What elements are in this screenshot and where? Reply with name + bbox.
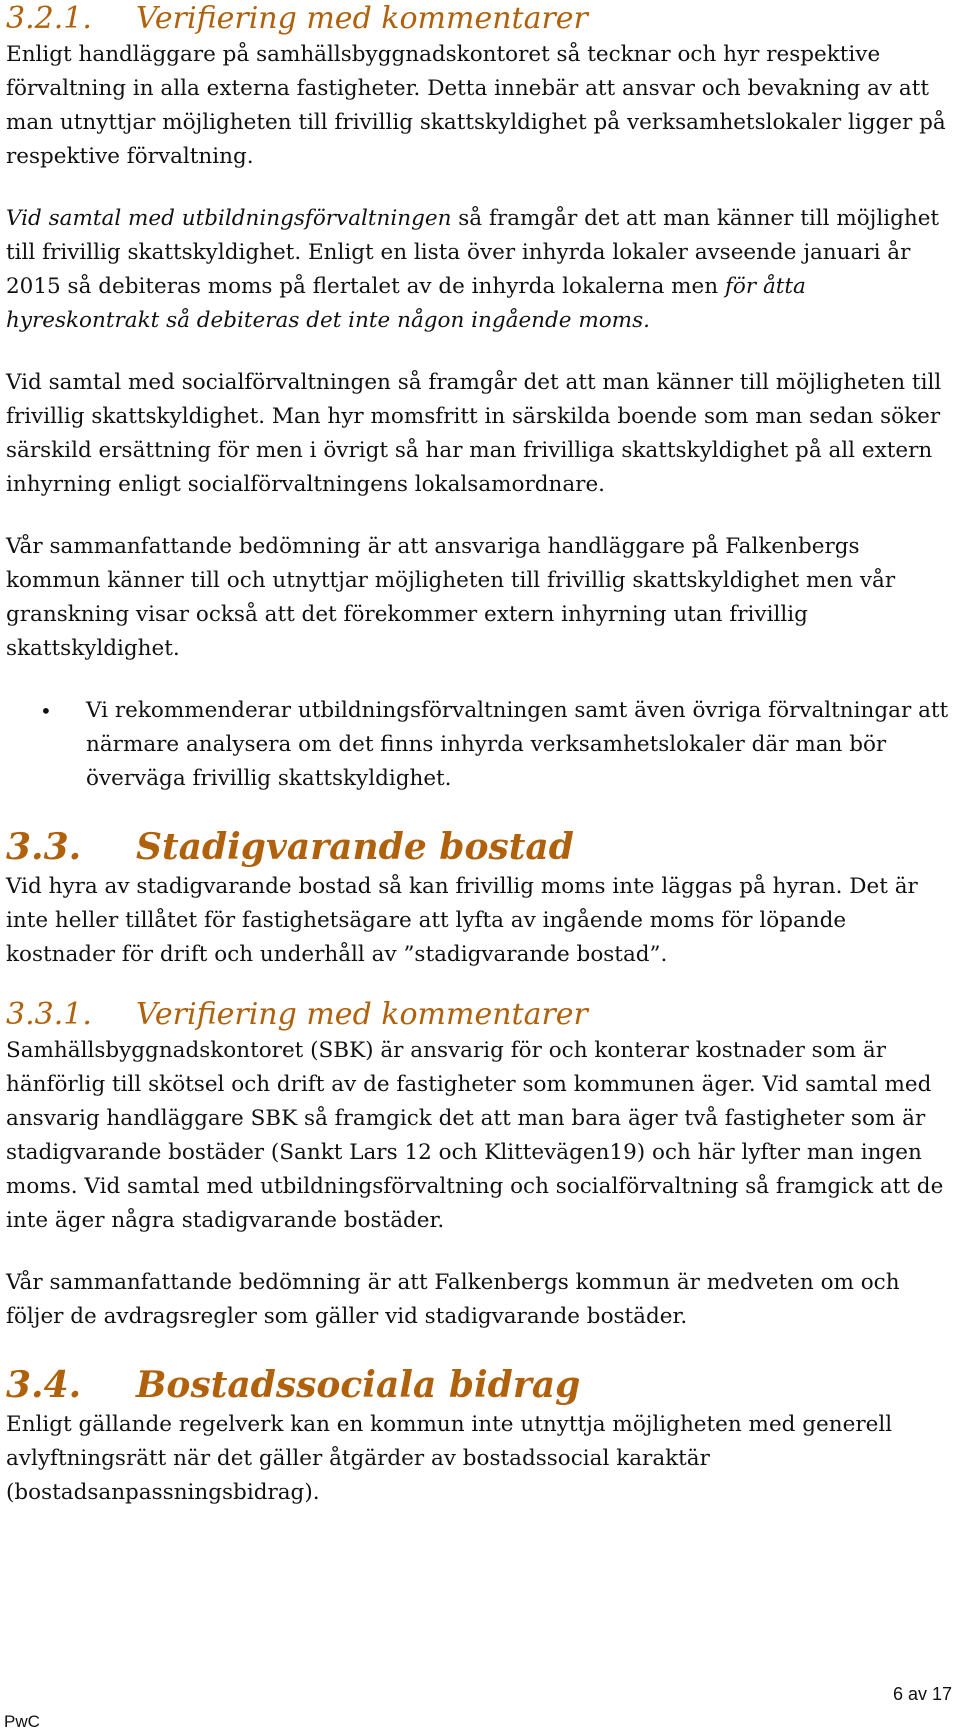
section-heading-3-4	[6, 1362, 954, 1408]
section-number: 3.4.	[6, 1364, 82, 1406]
bullet-icon: •	[40, 699, 52, 723]
section-number: 3.3.	[6, 826, 82, 868]
section-number: 3.2.1.	[6, 1, 92, 36]
bullet-text: Vi rekommenderar utbildningsförvaltningen samt även övriga förvaltningar att närmare analysera om det finns inhyrda verksamhetslokaler där man bör överväga frivillig skattskyldighet.	[86, 698, 949, 791]
section-number: 3.3.1.	[6, 997, 92, 1032]
section-heading-3-2-1	[6, 0, 954, 38]
section-title: Verifiering med kommentarer	[136, 1, 588, 36]
italic-text: Vid samtal med utbildningsförvaltningen	[6, 206, 452, 231]
paragraph	[6, 202, 954, 338]
section-title: Verifiering med kommentarer	[136, 997, 588, 1032]
paragraph: Enligt gällande regelverk kan en kommun inte utnyttja möjligheten med generell avlyftningsrätt när det gäller åtgärder av bostadssocial karaktär (bostadsanpassningsbidrag).	[6, 1412, 893, 1505]
footer-brand: PwC	[4, 1712, 40, 1731]
section-title: Bostadssociala bidrag	[136, 1364, 581, 1406]
page-footer	[0, 1680, 960, 1735]
paragraph: Vår sammanfattande bedömning är att ansvariga handläggare på Falkenbergs kommun känner till och utnyttjar möjligheten till frivillig skattskyldighet men vår granskning visar också att det förekommer extern inhyrning utan frivillig skattskyldighet.	[6, 534, 896, 661]
section-title: Stadigvarande bostad	[136, 826, 574, 868]
paragraph: Vid samtal med socialförvaltningen så framgår det att man känner till möjligheten till frivillig skattskyldighet. Man hyr momsfritt in särskilda boende som man sedan söker särskild ersättning för men i övrigt så har man frivilliga skattskyldighet på all extern inhyrning enligt socialförvaltningens lokalsamordnare.	[6, 370, 942, 497]
page-number: 6 av 17	[892, 1684, 952, 1704]
paragraph: Vår sammanfattande bedömning är att Falkenbergs kommun är medveten om och följer de avdragsregler som gäller vid stadigvarande bostäder.	[6, 1270, 900, 1329]
document-page	[6, 0, 954, 1510]
italic-text: för åtta hyreskontrakt så debiteras det inte någon ingående moms.	[6, 274, 806, 333]
paragraph: Vid hyra av stadigvarande bostad så kan frivillig moms inte läggas på hyran. Det är inte heller tillåtet för fastighetsägare att lyfta av ingående moms för löpande kostnader för drift och underhåll av ”stadigvarande bostad”.	[6, 874, 918, 967]
bullet-item	[6, 694, 954, 796]
section-heading-3-3-1	[6, 996, 954, 1034]
paragraph: Enligt handläggare på samhällsbyggnadskontoret så tecknar och hyr respektive förvaltning in alla externa fastigheter. Detta innebär att ansvar och bevakning av att man utnyttjar möjligheten till frivillig skattskyldighet på verksamhetslokaler ligger på respektive förvaltning.	[6, 42, 946, 169]
paragraph-text: så framgår det att man känner till möjlighet till frivillig skattskyldighet. Enligt en lista över inhyrda lokaler avseende januari år 2015 så debiteras moms på flertalet av de inhyrda lokalerna men	[6, 206, 940, 299]
paragraph: Samhällsbyggnadskontoret (SBK) är ansvarig för och konterar kostnader som är hänförlig till skötsel och drift av de fastigheter som kommunen äger. Vid samtal med ansvarig handläggare SBK så framgick det att man bara äger två fastigheter som är stadigvarande bostäder (Sankt Lars 12 och Klittevägen19) och här lyfter man ingen moms. Vid samtal med utbildningsförvaltning och socialförvaltning så framgick att de inte äger några stadigvarande bostäder.	[6, 1038, 944, 1233]
section-heading-3-3	[6, 824, 954, 870]
